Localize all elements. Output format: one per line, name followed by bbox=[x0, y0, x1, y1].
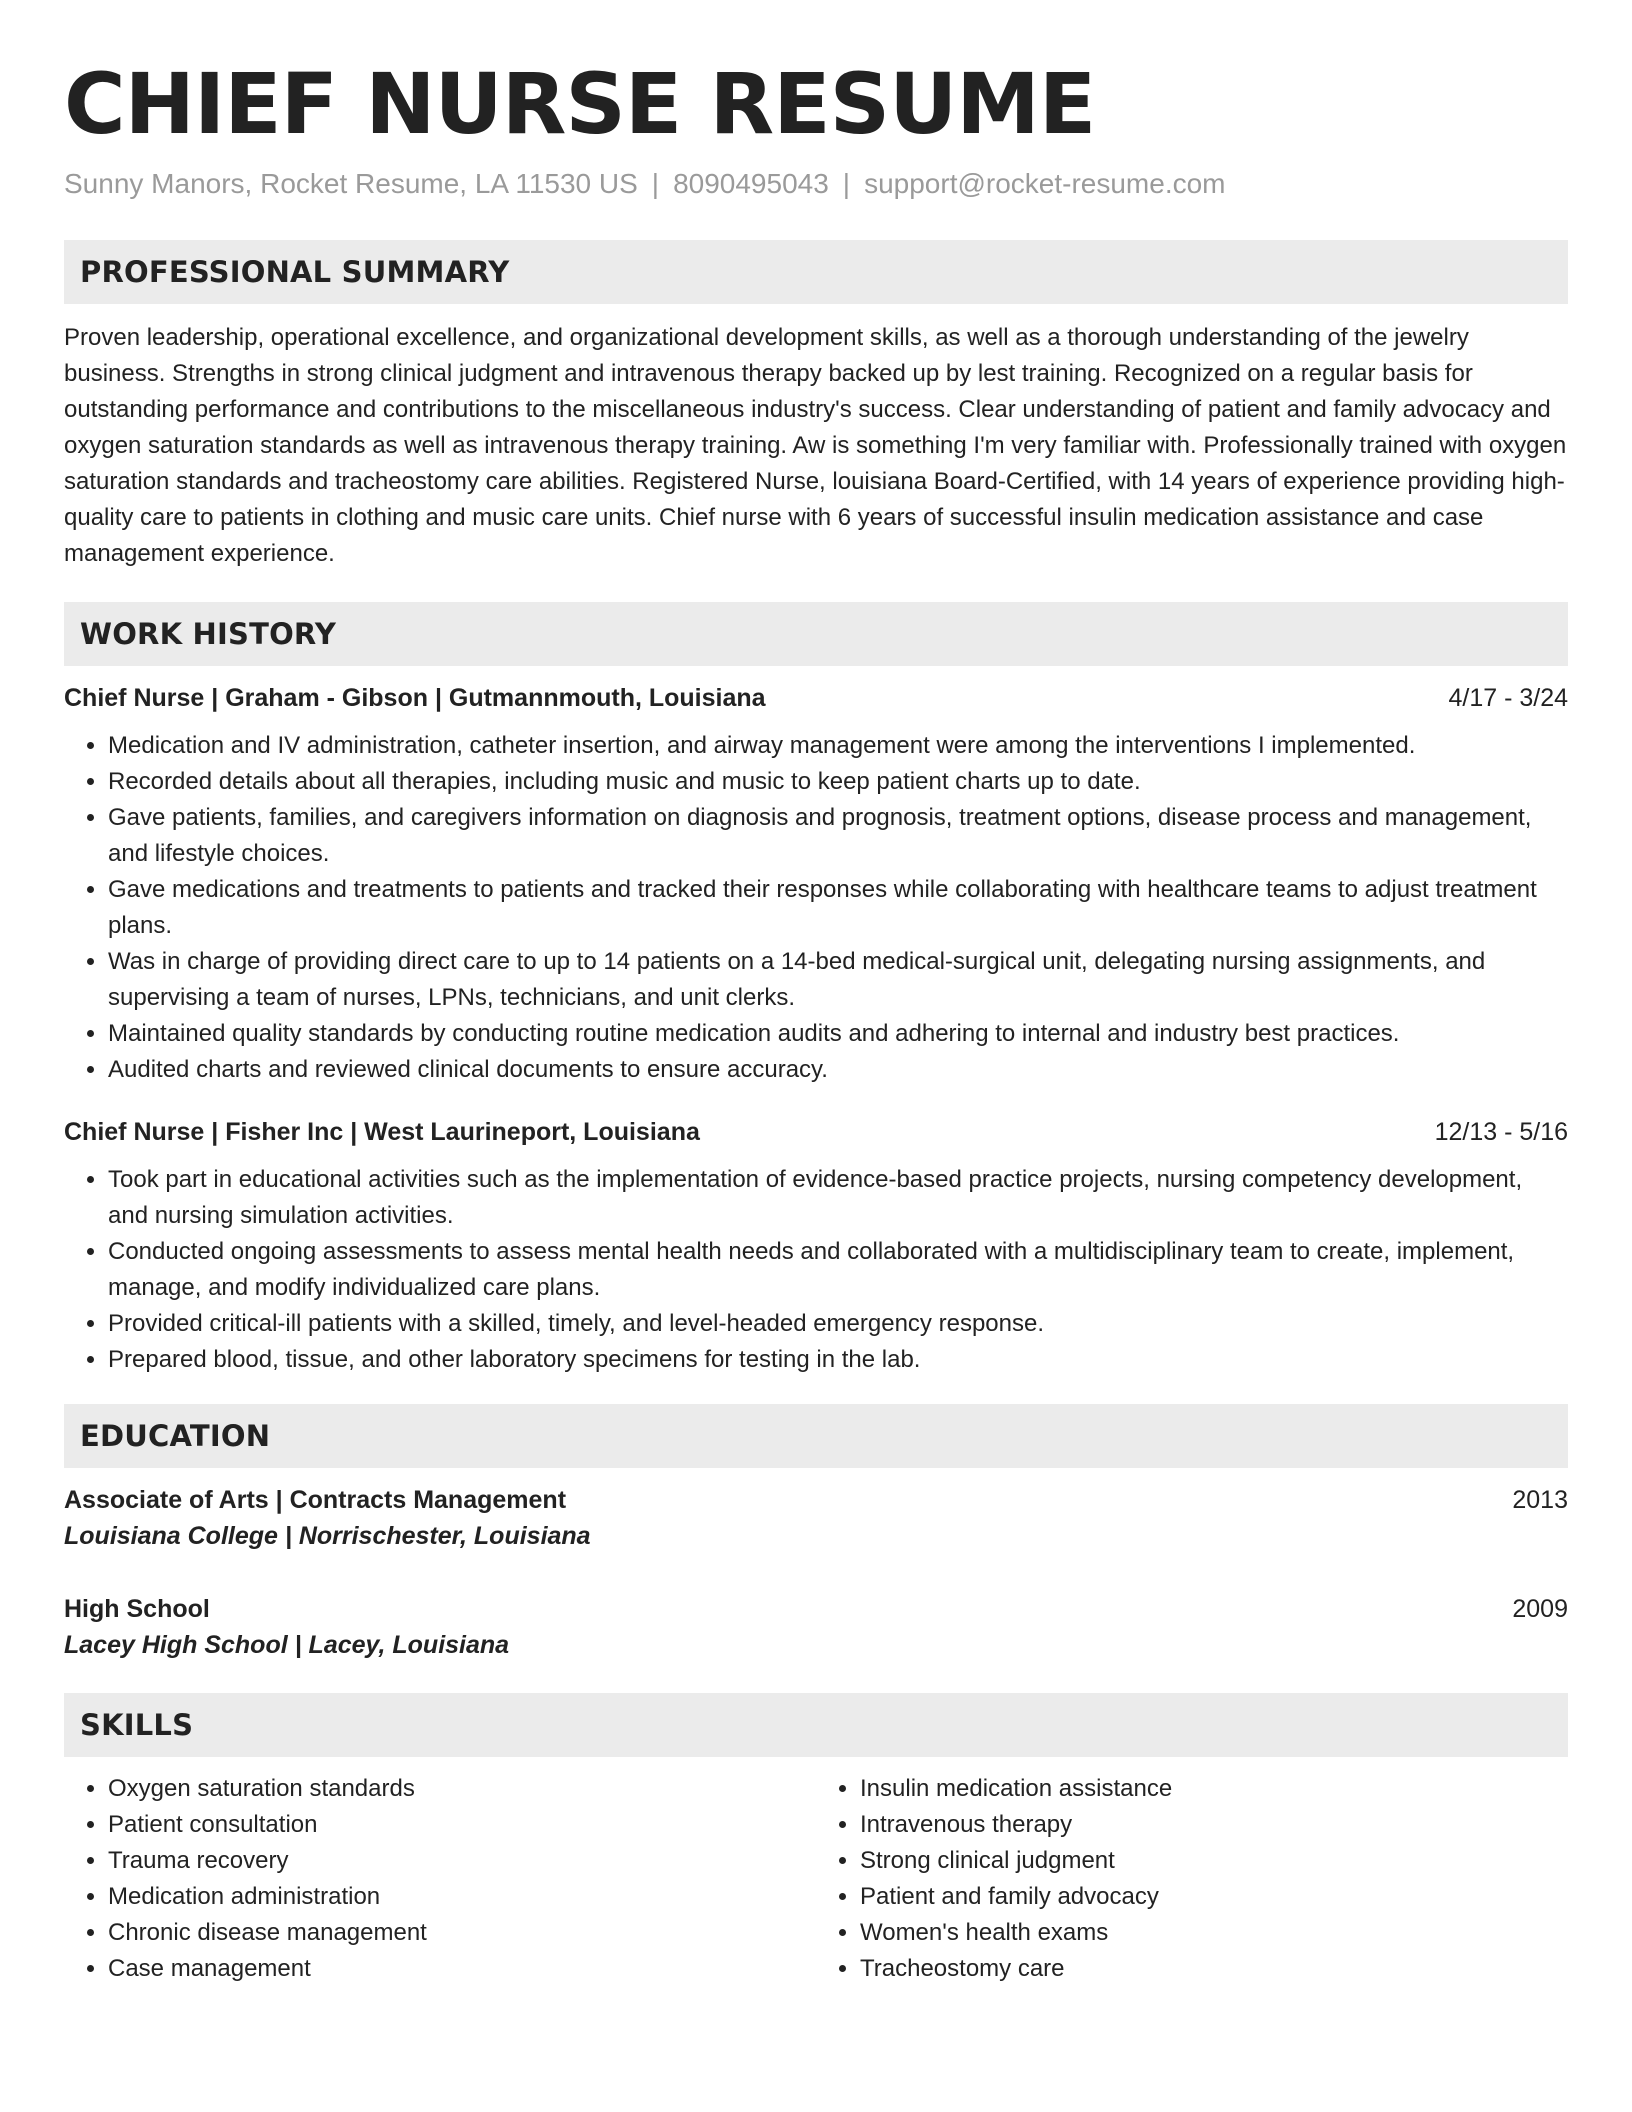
education-entry bbox=[64, 1482, 1568, 1554]
job-entry bbox=[64, 1114, 1568, 1378]
education-header bbox=[64, 1591, 1568, 1627]
job-title: Chief Nurse | Fisher Inc | West Laurineport, Louisiana bbox=[64, 1118, 700, 1146]
skill-item: • Case management bbox=[108, 1951, 816, 1987]
job-bullet: • Prepared blood, tissue, and other laboratory specimens for testing in the lab. bbox=[108, 1342, 1568, 1378]
skill-item: • Strong clinical judgment bbox=[860, 1843, 1568, 1879]
skill-item: • Patient and family advocacy bbox=[860, 1879, 1568, 1915]
skills-column-right bbox=[816, 1771, 1568, 1987]
skills-column-left bbox=[64, 1771, 816, 1987]
education-entry bbox=[64, 1591, 1568, 1663]
skill-item: • Trauma recovery bbox=[108, 1843, 816, 1879]
job-bullet: • Medication and IV administration, catheter insertion, and airway management were among the interventions I implemented. bbox=[108, 728, 1568, 764]
skills-list bbox=[64, 1771, 1568, 1987]
job-bullet: • Gave patients, families, and caregivers information on diagnosis and prognosis, treatment options, disease process and management, and lifestyle choices. bbox=[108, 800, 1568, 872]
job-header bbox=[64, 1114, 1568, 1150]
skill-item: • Intravenous therapy bbox=[860, 1807, 1568, 1843]
education-school: Louisiana College | Norrischester, Louisiana bbox=[64, 1522, 591, 1550]
skill-item: • Insulin medication assistance bbox=[860, 1771, 1568, 1807]
summary-text: Proven leadership, operational excellence, and organizational development skills, as well as a thorough understanding of the jewelry business. Strengths in strong clinical judgment and intravenous therapy backed up by lest training. Recognized on a regular basis for outstanding performance and contributions to the miscellaneous industry's success. Clear understanding of patient and family advocacy and oxygen saturation standards as well as intravenous therapy training. Aw is something I'm very familiar with. Professionally trained with oxygen saturation standards and tracheostomy care abilities. Registered Nurse, louisiana Board-Certified, with 14 years of experience providing high-quality care to patients in clothing and music care units. Chief nurse with 6 years of successful insulin medication assistance and case management experience. bbox=[64, 324, 1567, 567]
education-header bbox=[64, 1482, 1568, 1518]
resume-title: CHIEF NURSE RESUME bbox=[64, 55, 1096, 153]
contact-separator: | bbox=[651, 168, 660, 199]
job-bullet: • Recorded details about all therapies, including music and music to keep patient charts up to date. bbox=[108, 764, 1568, 800]
skill-item: • Patient consultation bbox=[108, 1807, 816, 1843]
job-dates: 4/17 - 3/24 bbox=[1448, 684, 1568, 712]
skill-item: • Women's health exams bbox=[860, 1915, 1568, 1951]
job-bullet: • Maintained quality standards by conducting routine medication audits and adhering to internal and industry best practices. bbox=[108, 1016, 1568, 1052]
job-bullet: • Conducted ongoing assessments to assess mental health needs and collaborated with a multidisciplinary team to create, implement, manage, and modify individualized care plans. bbox=[108, 1234, 1568, 1306]
job-bullet: • Took part in educational activities such as the implementation of evidence-based practice projects, nursing competency development, and nursing simulation activities. bbox=[108, 1162, 1568, 1234]
education-year: 2013 bbox=[1512, 1486, 1568, 1514]
job-header bbox=[64, 680, 1568, 716]
section-heading-summary: PROFESSIONAL SUMMARY bbox=[64, 240, 1568, 304]
contact-address: Sunny Manors, Rocket Resume, LA 11530 US bbox=[64, 168, 638, 199]
contact-separator: | bbox=[842, 168, 851, 199]
skill-item: • Medication administration bbox=[108, 1879, 816, 1915]
job-bullet: • Provided critical-ill patients with a skilled, timely, and level-headed emergency response. bbox=[108, 1306, 1568, 1342]
job-bullet: • Gave medications and treatments to patients and tracked their responses while collaborating with healthcare teams to adjust treatment plans. bbox=[108, 872, 1568, 944]
job-bullet: • Was in charge of providing direct care to up to 14 patients on a 14-bed medical-surgical unit, delegating nursing assignments, and supervising a team of nurses, LPNs, technicians, and unit clerks. bbox=[108, 944, 1568, 1016]
job-bullets bbox=[64, 1162, 1568, 1378]
job-dates: 12/13 - 5/16 bbox=[1434, 1118, 1568, 1146]
skill-item: • Oxygen saturation standards bbox=[108, 1771, 816, 1807]
education-school: Lacey High School | Lacey, Louisiana bbox=[64, 1631, 510, 1659]
skill-item: • Tracheostomy care bbox=[860, 1951, 1568, 1987]
education-year: 2009 bbox=[1512, 1595, 1568, 1623]
job-title: Chief Nurse | Graham - Gibson | Gutmannmouth, Louisiana bbox=[64, 684, 766, 712]
contact-email[interactable]: support@rocket-resume.com bbox=[864, 168, 1226, 199]
job-bullet: • Audited charts and reviewed clinical documents to ensure accuracy. bbox=[108, 1052, 1568, 1088]
job-bullets bbox=[64, 728, 1568, 1088]
skill-item: • Chronic disease management bbox=[108, 1915, 816, 1951]
section-heading-education: EDUCATION bbox=[64, 1404, 1568, 1468]
section-heading-skills: SKILLS bbox=[64, 1693, 1568, 1757]
job-entry bbox=[64, 680, 1568, 1088]
education-degree: Associate of Arts | Contracts Management bbox=[64, 1486, 567, 1514]
section-heading-work-history: WORK HISTORY bbox=[64, 602, 1568, 666]
contact-phone[interactable]: 8090495043 bbox=[673, 168, 829, 199]
education-degree: High School bbox=[64, 1595, 210, 1623]
contact-line bbox=[64, 166, 1568, 202]
